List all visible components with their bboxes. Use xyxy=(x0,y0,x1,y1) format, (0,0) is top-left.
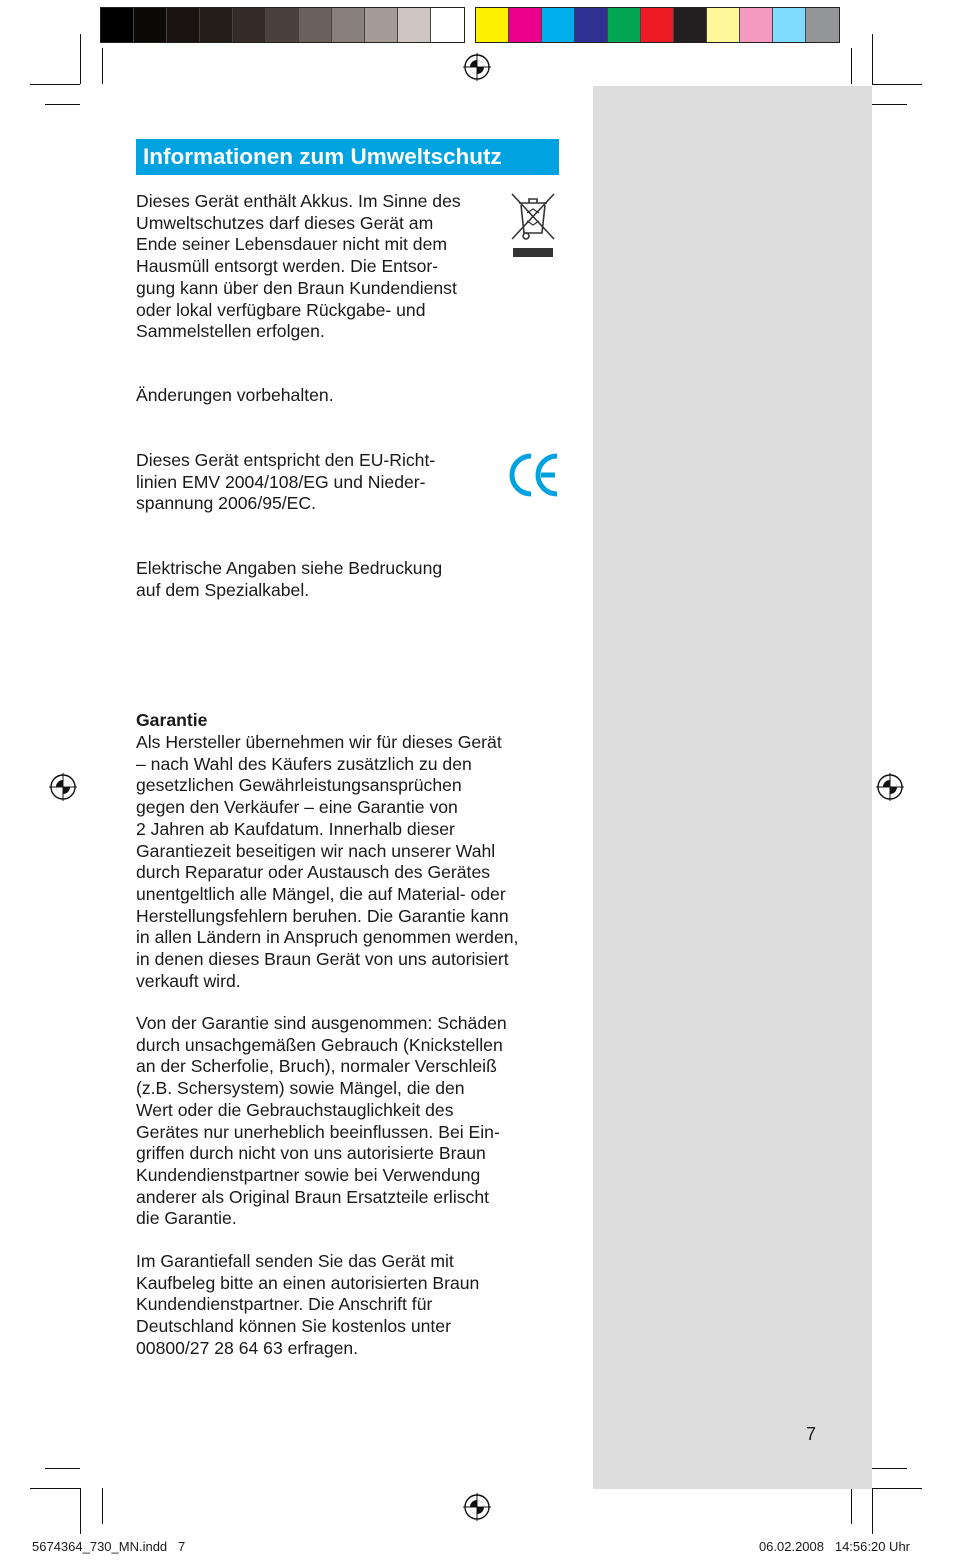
process-swatch xyxy=(707,8,740,42)
process-swatch xyxy=(674,8,707,42)
guarantee-paragraph-2: Von der Garantie sind ausgenommen: Schäden durch unsachgemäßen Gebrauch (Knickstellen an der Scherfolie, Bruch), normaler Verschleiß (z.B. Schersystem) sowie Mängel, die den Wert oder die Gebrauchstauglichkeit des Gerätes nur unerheblich beeinflussen. Bei Ein- griffen durch nicht von uns autorisierte Braun Kundendienstpartner sowie bei Verwendung anderer als Original Braun Ersatzteile erlischt die Garantie. xyxy=(136,1013,507,1229)
print-color-bar xyxy=(100,7,854,43)
footer-file-info: 5674364_730_MN.indd 7 xyxy=(32,1539,186,1554)
gray-swatch xyxy=(365,8,398,42)
crossed-out-wheelie-bin-icon xyxy=(509,191,557,259)
gray-swatch xyxy=(101,8,134,42)
gray-swatch xyxy=(167,8,200,42)
section-title: Informationen zum Umweltschutz xyxy=(143,144,502,169)
electrical-info-paragraph: Elektrische Angaben siehe Bedruckung auf dem Spezialkabel. xyxy=(136,558,443,600)
guarantee-heading: Garantie xyxy=(136,710,208,730)
guarantee-paragraph-1: Als Hersteller übernehmen wir für dieses Gerät – nach Wahl des Käufers zusätzlich zu den gesetzlichen Gewährleistungsansprüchen gegen den Verkäufer – eine Garantie von 2 Jahren ab Kaufdatum. Innerhalb dieser Garantiezeit beseitigen wir nach unserer Wahl durch Reparatur oder Austausch des Gerätes unentgeltlich alle Mängel, die auf Material- oder Herstellungsfehlern beruhen. Die Garantie kann in allen Ländern in Anspruch genommen werden, in denen dieses Braun Gerät von uns autorisiert verkauft wird. xyxy=(136,732,519,991)
guarantee-paragraph-3: Im Garantiefall senden Sie das Gerät mit Kaufbeleg bitte an einen autorisierten Braun Kundendienstpartner. Die Anschrift für Deutschland können Sie kostenlos unter 00800/27 28 64 63 erfragen. xyxy=(136,1251,480,1358)
registration-mark-icon xyxy=(876,773,904,801)
gray-swatch xyxy=(398,8,431,42)
process-swatch xyxy=(641,8,674,42)
gray-swatch xyxy=(200,8,233,42)
gray-swatch xyxy=(332,8,365,42)
gray-swatch xyxy=(233,8,266,42)
process-swatch xyxy=(509,8,542,42)
process-swatch xyxy=(476,8,509,42)
process-swatch xyxy=(806,8,839,42)
gray-swatch xyxy=(266,8,299,42)
gray-swatch xyxy=(134,8,167,42)
ce-mark-icon xyxy=(509,452,561,498)
ce-compliance-paragraph: Dieses Gerät entspricht den EU-Richt- linien EMV 2004/108/EG und Nieder- spannung 2006/95/EC. xyxy=(136,450,436,514)
process-swatch xyxy=(740,8,773,42)
changes-paragraph: Änderungen vorbehalten. xyxy=(136,385,334,405)
registration-mark-icon xyxy=(463,1493,491,1521)
process-swatch xyxy=(608,8,641,42)
process-swatch xyxy=(773,8,806,42)
side-panel xyxy=(593,86,872,1489)
process-swatch-group xyxy=(475,7,840,43)
registration-mark-icon xyxy=(463,53,491,81)
process-swatch xyxy=(575,8,608,42)
environment-paragraph: Dieses Gerät enthält Akkus. Im Sinne des Umweltschutzes darf dieses Gerät am Ende seiner Lebensdauer nicht mit dem Hausmüll entsorgt werden. Die Entsor- gung kann über den Braun Kundendienst oder lokal verfügbare Rückgabe- und Sammelstellen erfolgen. xyxy=(136,191,461,342)
gray-swatch xyxy=(299,8,332,42)
footer-timestamp: 06.02.2008 14:56:20 Uhr xyxy=(758,1539,910,1554)
page-number: 7 xyxy=(806,1424,817,1444)
gray-swatch-group xyxy=(100,7,465,43)
process-swatch xyxy=(542,8,575,42)
gray-swatch xyxy=(431,8,464,42)
registration-mark-icon xyxy=(49,773,77,801)
